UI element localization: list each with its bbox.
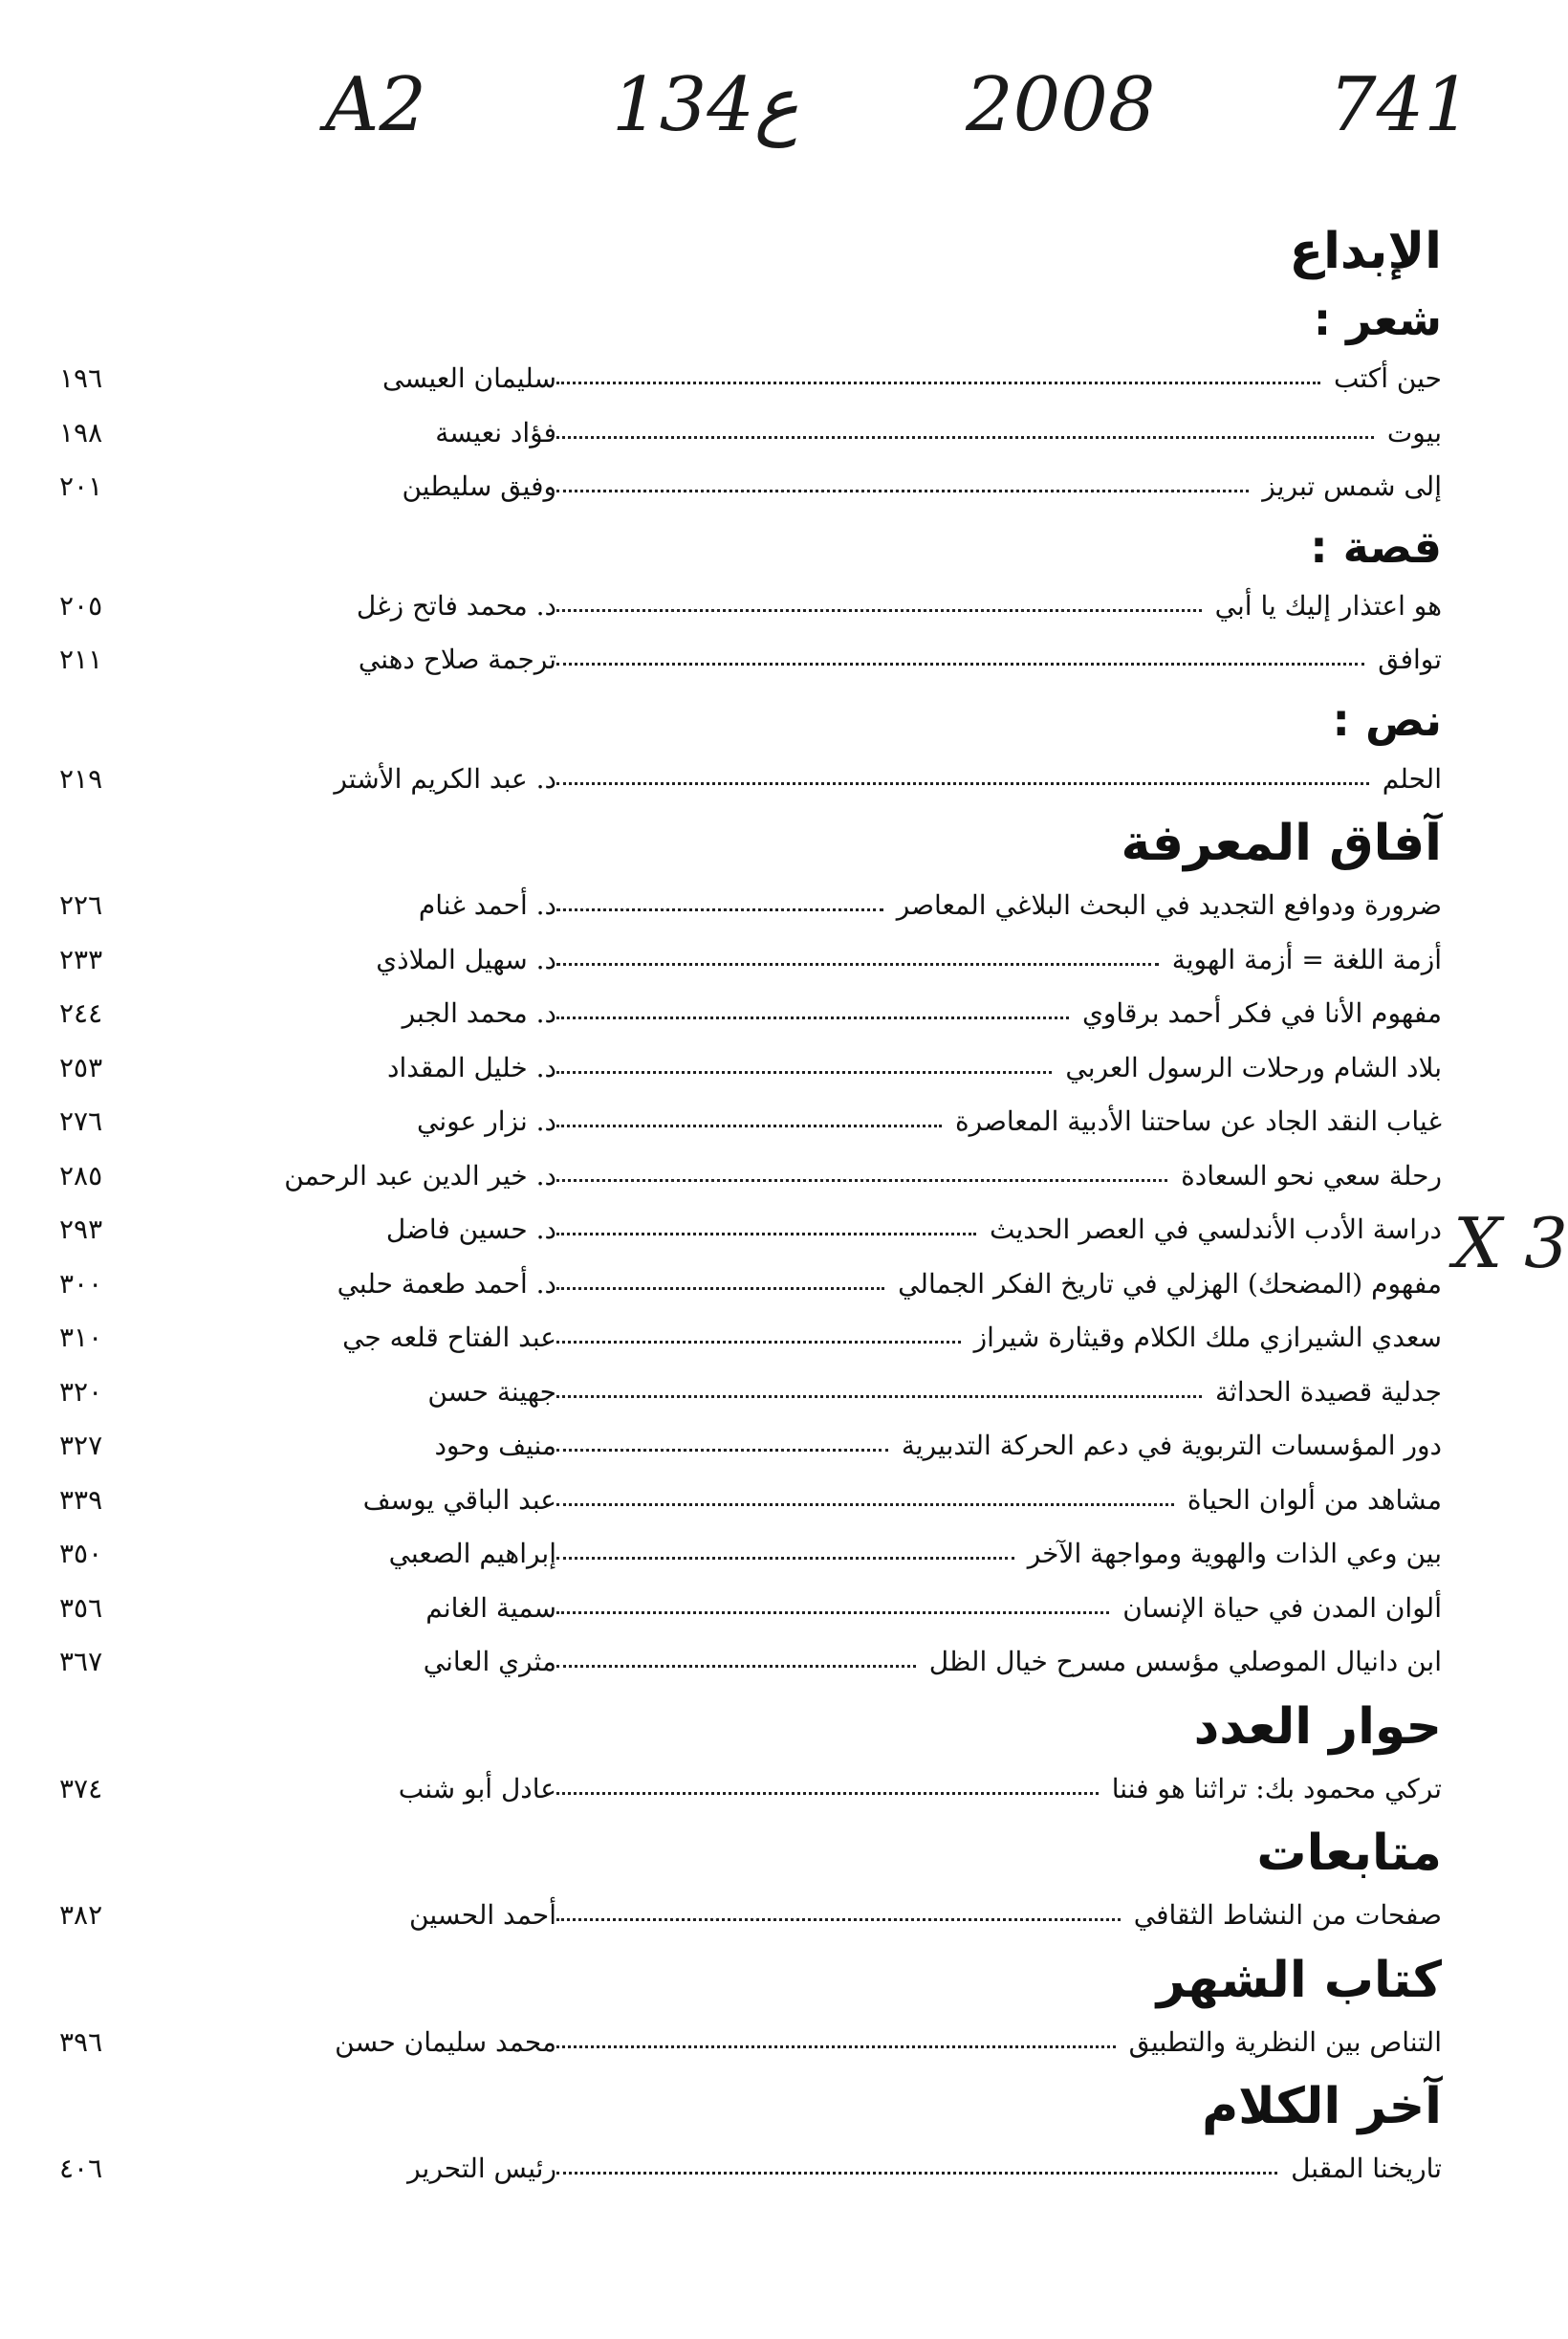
toc-entry xyxy=(0,1366,1547,1421)
leader-dots xyxy=(556,2172,1277,2175)
entry-page-number: ١٩٨ xyxy=(59,416,103,448)
entry-title: صفحات من النشاط الثقافي xyxy=(1133,1899,1442,1931)
section-heading xyxy=(0,1691,1547,1763)
section-heading xyxy=(0,689,1547,754)
leader-dots xyxy=(556,1016,1069,1019)
entry-author: د. خير الدين عبد الرحمن xyxy=(284,1159,556,1191)
entry-author: د. سهيل الملاذي xyxy=(376,943,556,975)
entry-author: د. حسين فاضل xyxy=(385,1213,556,1245)
entry-author: وفيق سليطين xyxy=(402,470,556,502)
section-heading-label: شعر : xyxy=(1313,294,1442,345)
toc-entry xyxy=(0,1528,1547,1583)
entry-title: بين وعي الذات والهوية ومواجهة الآخر xyxy=(1027,1538,1442,1569)
toc-entry xyxy=(0,407,1547,462)
entry-page-number: ٢٤٤ xyxy=(59,997,103,1029)
entry-author: جهينة حسن xyxy=(427,1375,556,1408)
section-heading-label: حوار العدد xyxy=(1193,1697,1442,1756)
entry-author: عادل أبو شنب xyxy=(398,1772,556,1804)
entry-page-number: ٣١٠ xyxy=(59,1322,103,1353)
toc-entry xyxy=(0,1636,1547,1691)
entry-title: دراسة الأدب الأندلسي في العصر الحديث xyxy=(989,1213,1442,1245)
entry-author: محمد سليمان حسن xyxy=(335,2025,556,2058)
toc-entry xyxy=(0,754,1547,808)
leader-dots xyxy=(556,1449,888,1452)
section-heading xyxy=(0,1817,1547,1890)
entry-author: ترجمة صلاح دهني xyxy=(358,644,556,675)
section-heading xyxy=(0,288,1547,353)
section-heading-label: الإبداع xyxy=(1289,223,1442,280)
entry-author: فؤاد نعيسة xyxy=(435,416,556,448)
leader-dots xyxy=(556,609,1202,612)
entry-title: التناص بين النظرية والتطبيق xyxy=(1128,2025,1442,2058)
entry-author: د. عبد الكريم الأشتر xyxy=(334,762,556,795)
entry-author: رئيس التحرير xyxy=(407,2153,556,2184)
entry-title: تركي محمود بك: تراثنا هو فننا xyxy=(1111,1772,1442,1804)
entry-author: أحمد الحسين xyxy=(409,1899,556,1931)
entry-page-number: ٣٧٤ xyxy=(59,1772,103,1804)
section-heading-label: آخر الكلام xyxy=(1202,2078,1442,2135)
entry-page-number: ٢١١ xyxy=(59,644,103,675)
entry-title: بلاد الشام ورحلات الرسول العربي xyxy=(1065,1051,1442,1083)
section-heading-label: متابعات xyxy=(1256,1825,1442,1882)
entry-title: توافق xyxy=(1378,644,1442,675)
entry-page-number: ٣٠٠ xyxy=(59,1267,103,1300)
toc-entry xyxy=(0,1890,1547,1944)
entry-title: مفهوم الأنا في فكر أحمد برقاوي xyxy=(1081,997,1442,1029)
leader-dots xyxy=(556,1287,884,1290)
entry-title: رحلة سعي نحو السعادة xyxy=(1181,1159,1442,1191)
handwritten-annotation-4: 741 xyxy=(1329,62,1471,148)
entry-author: د. محمد الجبر xyxy=(402,997,556,1029)
leader-dots xyxy=(556,490,1249,492)
toc-entry xyxy=(0,634,1547,689)
entry-author: د. نزار عوني xyxy=(416,1105,556,1137)
toc-entry xyxy=(0,353,1547,407)
toc-entry xyxy=(0,1420,1547,1475)
entry-author: سمية الغانم xyxy=(425,1591,556,1624)
section-heading-label: نص : xyxy=(1332,693,1442,746)
section-heading xyxy=(0,515,1547,580)
entry-page-number: ٢٠١ xyxy=(59,470,103,502)
entry-page-number: ٣٩٦ xyxy=(59,2025,103,2058)
handwritten-annotation-2: 134ع xyxy=(612,62,799,148)
toc-entry xyxy=(0,1763,1547,1818)
entry-page-number: ٣٢٠ xyxy=(59,1375,103,1408)
toc-entry xyxy=(0,880,1547,934)
leader-dots xyxy=(556,963,1159,966)
leader-dots xyxy=(556,1918,1121,1921)
toc-entry xyxy=(0,1312,1547,1366)
toc-entry xyxy=(0,1475,1547,1529)
entry-page-number: ٢٧٦ xyxy=(59,1105,103,1137)
entry-page-number: ١٩٦ xyxy=(59,362,103,394)
toc-entry xyxy=(0,988,1547,1042)
leader-dots xyxy=(556,1179,1167,1182)
leader-dots xyxy=(556,436,1374,439)
entry-page-number: ٢٣٣ xyxy=(59,943,103,975)
toc-entry xyxy=(0,1042,1547,1097)
entry-author: سليمان العيسى xyxy=(382,362,556,394)
leader-dots xyxy=(556,782,1369,785)
entry-page-number: ٣٨٢ xyxy=(59,1899,103,1931)
handwritten-margin-note: X 3 xyxy=(1453,1203,1568,1283)
section-heading-label: كتاب الشهر xyxy=(1156,1951,1442,2009)
entry-title: بيوت xyxy=(1386,416,1442,448)
entry-title: الحلم xyxy=(1382,762,1442,795)
section-heading xyxy=(0,1944,1547,2017)
section-heading xyxy=(0,215,1547,288)
leader-dots xyxy=(556,1611,1109,1614)
toc-entry xyxy=(0,461,1547,515)
toc-entry xyxy=(0,1258,1547,1313)
entry-page-number: ٣٥٠ xyxy=(59,1538,103,1569)
leader-dots xyxy=(556,1503,1174,1506)
section-heading-label: قصة : xyxy=(1310,520,1442,573)
toc-entry xyxy=(0,1204,1547,1258)
toc-entry xyxy=(0,2017,1547,2071)
entry-page-number: ٣٦٧ xyxy=(59,1646,103,1677)
leader-dots xyxy=(556,1792,1099,1795)
entry-page-number: ٤٠٦ xyxy=(59,2153,103,2184)
entry-author: إبراهيم الصعبي xyxy=(388,1538,556,1569)
entry-title: مفهوم (المضحك) الهزلي في تاريخ الفكر الجمالي xyxy=(898,1267,1442,1300)
leader-dots xyxy=(556,908,883,911)
entry-author: د. أحمد غنام xyxy=(418,889,556,921)
entry-page-number: ٣٣٩ xyxy=(59,1483,103,1516)
leader-dots xyxy=(556,1125,942,1127)
toc-entry xyxy=(0,1096,1547,1150)
leader-dots xyxy=(556,382,1320,384)
section-heading-label: آفاق المعرفة xyxy=(1121,815,1442,872)
toc-entry xyxy=(0,1583,1547,1637)
entry-page-number: ٢٠٥ xyxy=(59,589,103,622)
toc-entry xyxy=(0,934,1547,989)
section-heading xyxy=(0,2070,1547,2143)
section-heading xyxy=(0,807,1547,880)
entry-page-number: ٣٥٦ xyxy=(59,1591,103,1624)
leader-dots xyxy=(556,663,1364,666)
leader-dots xyxy=(556,2045,1116,2048)
entry-page-number: ٢٩٣ xyxy=(59,1213,103,1245)
table-of-contents xyxy=(0,215,1547,2197)
entry-page-number: ٣٢٧ xyxy=(59,1430,103,1461)
entry-author: عبد الفتاح قلعه جي xyxy=(342,1322,556,1353)
entry-title: هو اعتذار إليك يا أبي xyxy=(1214,589,1442,622)
entry-title: جدلية قصيدة الحداثة xyxy=(1215,1375,1442,1408)
leader-dots xyxy=(556,1341,961,1344)
toc-entry xyxy=(0,1150,1547,1205)
entry-title: حين أكتب xyxy=(1333,362,1442,394)
leader-dots xyxy=(556,1557,1014,1560)
entry-title: دور المؤسسات التربوية في دعم الحركة التدبيرية xyxy=(901,1430,1442,1461)
entry-title: غياب النقد الجاد عن ساحتنا الأدبية المعاصرة xyxy=(954,1105,1442,1137)
toc-entry xyxy=(0,580,1547,635)
entry-title: مشاهد من ألوان الحياة xyxy=(1187,1483,1442,1516)
handwritten-annotation-1: A2 xyxy=(325,62,426,148)
toc-entry xyxy=(0,2143,1547,2197)
entry-author: عبد الباقي يوسف xyxy=(362,1483,556,1516)
entry-author: د. خليل المقداد xyxy=(386,1051,556,1083)
entry-title: أزمة اللغة = أزمة الهوية xyxy=(1171,943,1442,975)
entry-page-number: ٢٥٣ xyxy=(59,1051,103,1083)
leader-dots xyxy=(556,1665,916,1668)
entry-author: مثري العاني xyxy=(423,1646,556,1677)
entry-page-number: ٢١٩ xyxy=(59,762,103,795)
entry-title: ابن دانيال الموصلي مؤسس مسرح خيال الظل xyxy=(928,1646,1442,1677)
handwritten-annotation-3: 2008 xyxy=(966,62,1156,148)
entry-title: ضرورة ودوافع التجديد في البحث البلاغي المعاصر xyxy=(896,889,1442,921)
entry-author: د. محمد فاتح زغل xyxy=(356,589,556,622)
leader-dots xyxy=(556,1233,976,1235)
entry-author: د. أحمد طعمة حلبي xyxy=(337,1267,556,1300)
leader-dots xyxy=(556,1071,1052,1074)
entry-title: تاريخنا المقبل xyxy=(1291,2153,1442,2184)
entry-title: إلى شمس تبريز xyxy=(1262,470,1442,502)
entry-title: سعدي الشيرازي ملك الكلام وقيثارة شيراز xyxy=(973,1322,1442,1353)
entry-title: ألوان المدن في حياة الإنسان xyxy=(1122,1591,1442,1624)
leader-dots xyxy=(556,1395,1202,1398)
entry-page-number: ٢٨٥ xyxy=(59,1159,103,1191)
entry-page-number: ٢٢٦ xyxy=(59,889,103,921)
entry-author: منيف وحود xyxy=(434,1430,556,1461)
